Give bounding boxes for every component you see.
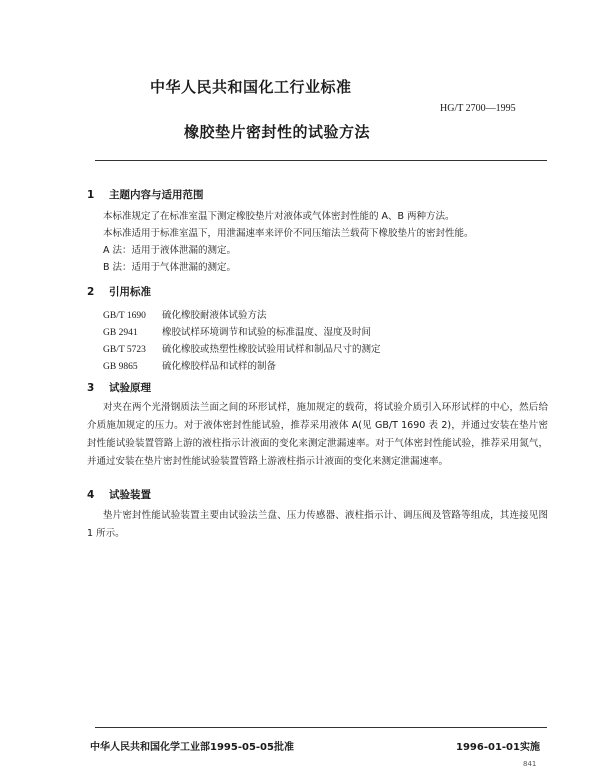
reference-code: GB 9865 bbox=[103, 362, 138, 372]
reference-code: GB/T 1690 bbox=[103, 311, 146, 321]
section-number: 2 bbox=[87, 286, 95, 298]
document-title: 橡胶垫片密封性的试验方法 bbox=[184, 123, 371, 141]
section-2-heading bbox=[87, 284, 151, 299]
section-1-heading bbox=[87, 187, 204, 202]
section-3-heading bbox=[87, 380, 151, 395]
reference-item bbox=[103, 307, 267, 321]
standard-code: HG/T 2700—1995 bbox=[440, 103, 516, 114]
approval-line: 中华人民共和国化学工业部1995-05-05批准 bbox=[90, 742, 294, 753]
implementation-date: 1996-01-01实施 bbox=[456, 742, 540, 753]
section-number: 1 bbox=[87, 189, 95, 201]
section-1-line: 本标准规定了在标准室温下测定橡胶垫片对液体或气体密封性能的 A、B 两种方法。 bbox=[103, 211, 455, 222]
reference-item bbox=[103, 324, 371, 338]
reference-code: GB 2941 bbox=[103, 328, 138, 338]
header-divider bbox=[95, 160, 547, 161]
section-title: 试验装置 bbox=[109, 489, 151, 501]
reference-text: 硫化橡胶样品和试样的制备 bbox=[162, 361, 277, 372]
section-title: 主题内容与适用范围 bbox=[109, 189, 204, 201]
section-4-paragraph: 垫片密封性能试验装置主要由试验法兰盘、压力传感器、液柱指示计、调压阀及管路等组成，其连接见图 1 所示。 bbox=[87, 510, 548, 539]
section-title: 引用标准 bbox=[109, 286, 151, 298]
section-1-line: A 法：适用于液体泄漏的测定。 bbox=[103, 245, 237, 256]
section-number: 3 bbox=[87, 382, 95, 394]
reference-item bbox=[103, 358, 276, 372]
footer-divider bbox=[95, 727, 547, 728]
reference-text: 橡胶试样环境调节和试验的标准温度、湿度及时间 bbox=[162, 327, 372, 338]
section-3-paragraph: 对夹在两个光滑钢质法兰面之间的环形试样，施加规定的载荷，将试验介质引入环形试样的中心，然后给介质施加规定的压力。对于液体密封性能试验，推荐采用液体 A(见 GB/T 1690 表 2)，并通过安装在垫片密封性能试验装置管路上游的液柱指示计液面的变化来测定泄漏速率。对于气体密封性能试验，推荐采用氮气，并通过安装在垫片密封性能试验装置管路上游液柱指示计液面的变化来测定泄漏速率。 bbox=[87, 402, 548, 467]
section-1-line: B 法：适用于气体泄漏的测定。 bbox=[103, 262, 237, 273]
section-number: 4 bbox=[87, 489, 95, 501]
reference-text: 硫化橡胶或热塑性橡胶试验用试样和制品尺寸的测定 bbox=[162, 344, 381, 355]
page-number: 841 bbox=[523, 760, 537, 768]
section-4-heading bbox=[87, 487, 151, 502]
reference-code: GB/T 5723 bbox=[103, 345, 146, 355]
reference-item bbox=[103, 341, 381, 355]
section-title: 试验原理 bbox=[109, 382, 151, 394]
reference-text: 硫化橡胶耐液体试验方法 bbox=[162, 310, 267, 321]
section-1-line: 本标准适用于标准室温下，用泄漏速率来评价不同压缩法兰载荷下橡胶垫片的密封性能。 bbox=[103, 228, 474, 239]
standard-title: 中华人民共和国化工行业标准 bbox=[150, 78, 352, 96]
